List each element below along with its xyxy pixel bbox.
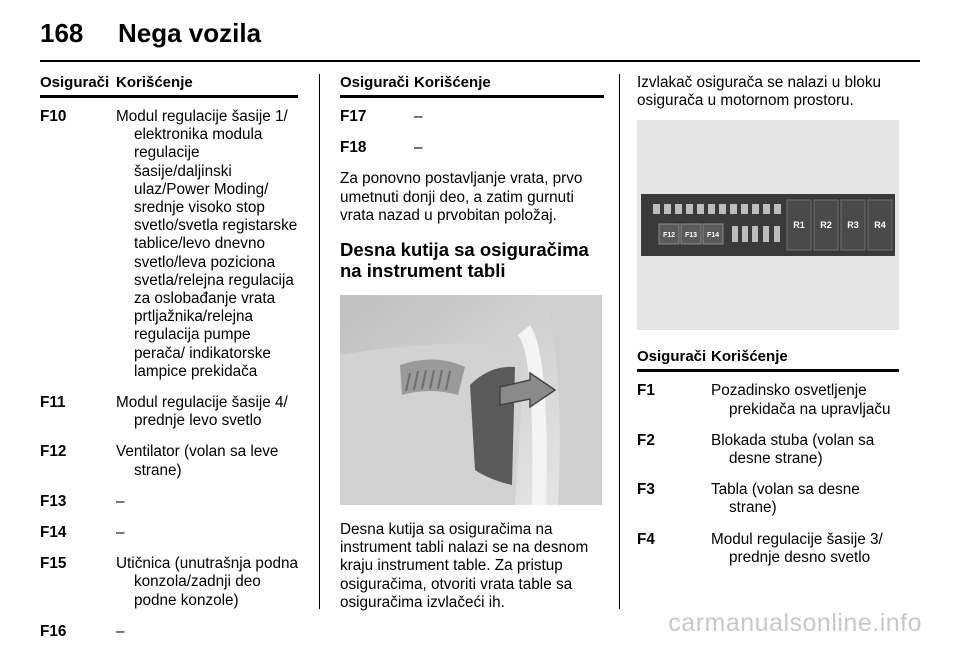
column-divider [619,74,620,609]
relay-label: R2 [820,220,832,231]
fuse-usage: Blokada stuba (volan sa desne strane) [711,431,875,468]
table-row [40,524,298,542]
watermark: carmanualsonline.info [668,609,922,637]
section-heading: Desna kutija sa osiguračima na instrument tabli [340,239,589,282]
column-divider [319,74,320,609]
header-usage: Korišćenje [711,348,788,366]
fuse-usage: Ventilator (volan sa leve strane) [116,443,279,479]
fuse-id: F2 [637,431,655,449]
relay-label: R4 [874,220,886,231]
relay-label: R1 [793,220,805,231]
paragraph: Za ponovno postavljanje vrata, prvo umetnuti donji deo, a zatim gurnuti vrata nazad u prvobitan položaj. [340,170,583,224]
instrument-panel-photo [340,295,602,505]
column-middle [340,74,604,626]
fuse-usage: – [116,492,125,510]
fuse-usage: Modul regulacije šasije 4/ prednje levo svetlo [116,394,288,430]
table-row [40,493,298,511]
fuse-usage: – [414,108,423,125]
paragraph: Desna kutija sa osiguračima na instrument tabli nalazi se na desnom kraju instrument table. Za pristup osiguračima, otvoriti vrata table sa osiguračima izvlačeći ih. [340,521,589,611]
fuse-usage: – [414,139,423,157]
fuse-usage: Modul regulacije šasije 3/ prednje desno svetlo [711,530,883,566]
column-left [40,74,298,654]
header-usage: Korišćenje [414,74,491,91]
fuse-id: F15 [40,555,67,573]
dashboard-illustration [340,295,602,505]
fuse-id: F10 [40,108,67,125]
fuse-id: F3 [637,481,655,499]
header-fuses: Osigurači [340,74,410,91]
table-row [637,432,899,468]
fuse-id: F14 [40,524,67,542]
fuse-block-photo [637,120,899,330]
table-row [40,394,298,430]
fuse-id: F18 [340,139,367,157]
page-number: 168 [40,18,84,48]
fuse-label: F12 [662,232,676,240]
fuse-usage: Modul regulacije šasije 1/ elektronika modula regulacije šasije/daljinski ulaz/Power Moding/ srednje visoko stop svetlo/svetla registarske tablice/levo dnevno svetlo/leva poziciona svetla/relejna regulacija za oslobađanje vrata prtljažnika/relejna regulacija pumpe perača/ indikatorske lampice prekidača [116,108,298,380]
paragraph: Izvlakač osigurača se nalazi u bloku osigurača u motornom prostoru. [637,74,882,110]
fuse-usage: – [116,524,125,542]
table-row [40,555,298,610]
fuse-id: F11 [40,394,66,412]
table-header [340,74,604,98]
table-row [637,531,899,567]
table-row [340,139,604,157]
fuse-id: F13 [40,492,67,510]
fuse-id: F17 [340,108,367,125]
fuse-usage: Tabla (volan sa desne strane) [711,481,860,517]
fuse-usage: Utičnica (unutrašnja podna konzola/zadnji deo podne konzole) [116,555,298,609]
fuse-label: F13 [684,232,698,240]
table-row [40,108,298,381]
table-row [340,108,604,126]
header-fuses: Osigurači [40,74,110,91]
fuse-id: F1 [637,382,655,400]
relay-label: R3 [847,220,859,231]
table-header [40,74,298,98]
fuse-label: F14 [706,232,720,240]
header-fuses: Osigurači [637,348,707,366]
column-right [637,74,899,580]
table-row [40,443,298,479]
fuse-usage: – [116,622,125,640]
page-header [40,14,920,62]
fuse-id: F12 [40,443,67,461]
header-usage: Korišćenje [116,74,193,91]
table-row [40,623,298,641]
fuse-block-illustration [637,120,899,330]
table-row [637,481,899,517]
fuse-usage: Pozadinsko osvetljenje prekidača na upravljaču [711,382,891,418]
fuse-id: F4 [637,530,655,548]
table-row [637,382,899,418]
table-header [637,348,899,372]
fuse-id: F16 [40,622,67,640]
page-title: Nega vozila [118,18,262,48]
